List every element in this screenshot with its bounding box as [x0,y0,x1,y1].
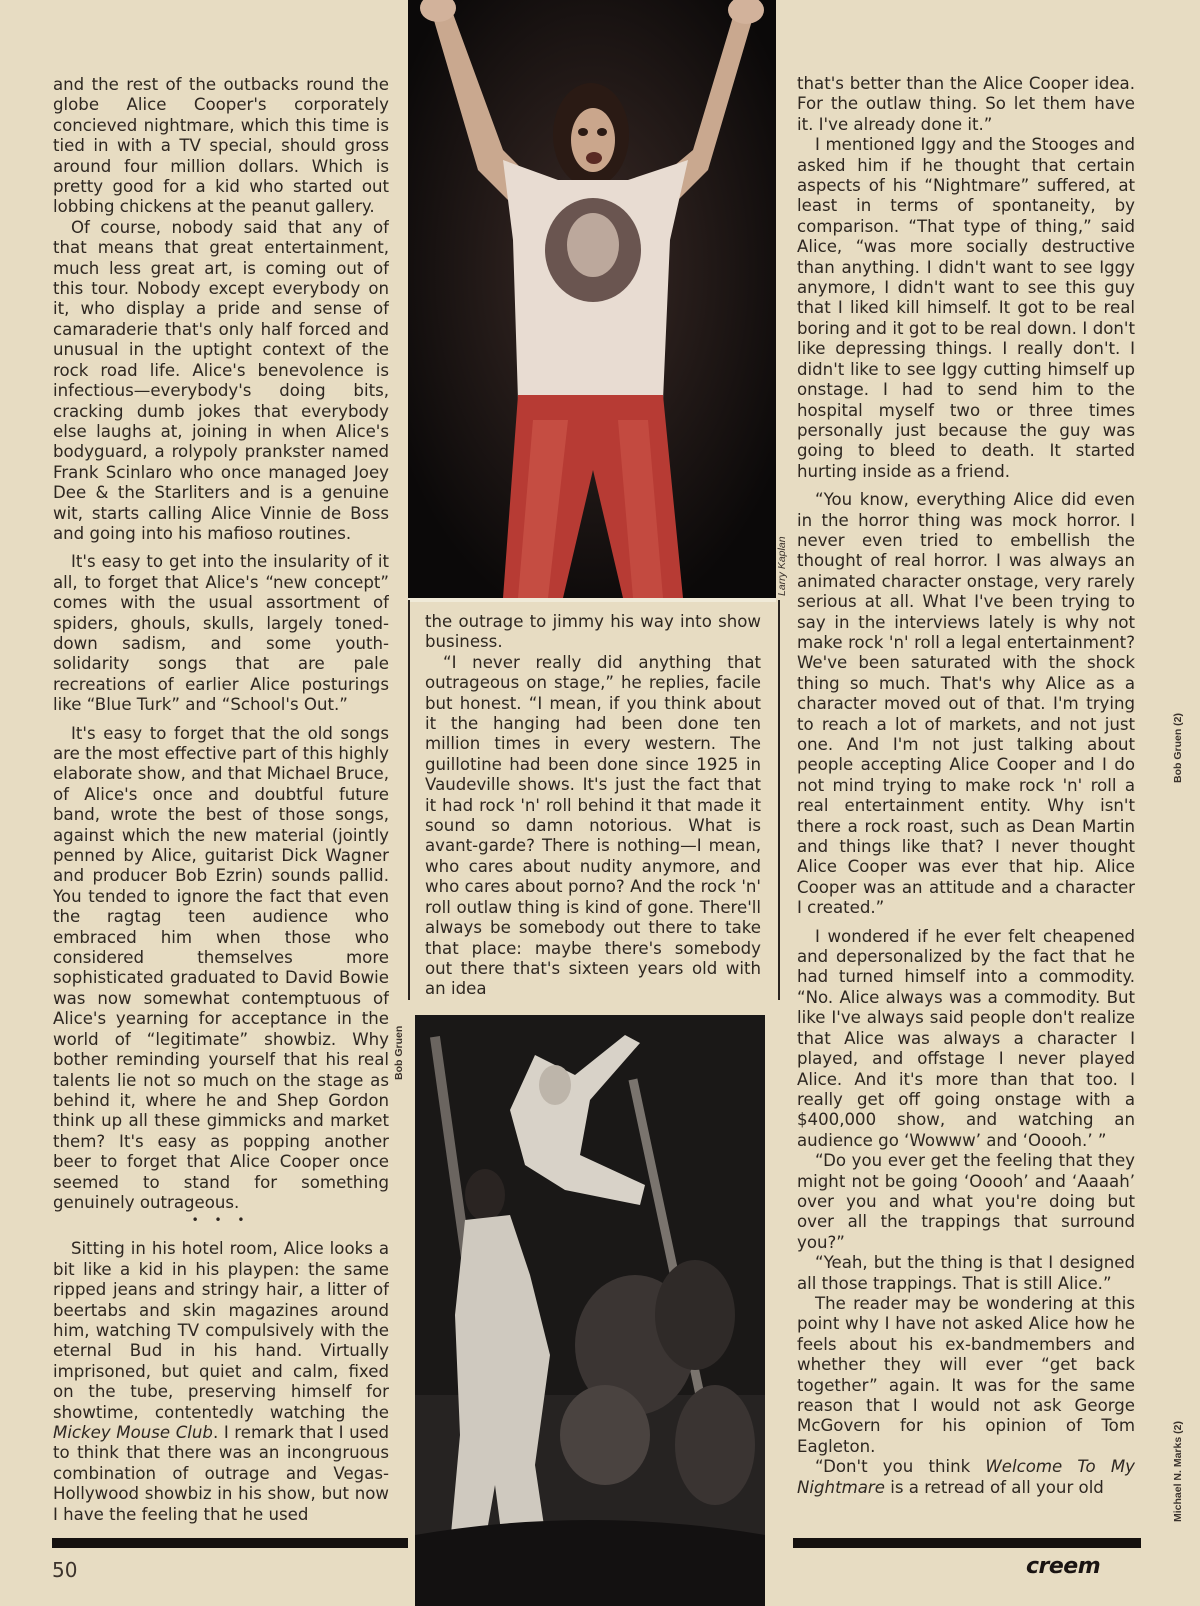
paragraph: “Yeah, but the thing is that I designed all those trappings. That is still Alice.” [797,1253,1135,1293]
paragraph: the outrage to jimmy his way into show business. [425,612,761,652]
column-divider [408,600,410,1000]
tv-show-title: Mickey Mouse Club [53,1423,213,1442]
magazine-logo: creem [1026,1554,1101,1579]
paragraph: I wondered if he ever felt cheapened and depersonalized by the fact that he had turned himself into a commodity. “No. Alice always was a commodity. But like I've always said people don't realize that Alice was always a character I played, and offstage I never played Alice. And it's more than that too. I really get off going onstage with a $400,000 show, and watching an audience go ‘Wowww’ and ‘Ooooh.’ ” [797,926,1135,1150]
section-separator: • • • [191,1213,251,1228]
paragraph: and the rest of the outbacks round the globe Alice Cooper's corporately concieved nightmare, which this time is tied in with a TV special, should gross around four million dollars. Which is pretty good for a kid who started out lobbing chickens at the peanut gallery. [53,75,389,217]
photo-credit-right-lower: Michael N. Marks (2) [1172,1421,1184,1522]
paragraph: I mentioned Iggy and the Stooges and asked him if he thought that certain aspects of his “Nightmare” suffered, at least in terms of spontaneity, by comparison. “That type of thing,” said Alice, “was more socially destructive than anything. I didn't want to see Iggy anymore, I didn't want to see this guy that I liked kill himself. It got to be real boring and it got to be real down. I don't like depressing things. I really don't. I didn't like to see Iggy cutting himself up onstage. I had to send him to the hospital myself two or three times personally just because the guy was going to bleed to death. It started hurting inside as a friend. [797,135,1135,481]
photo-stage-scene [415,1015,765,1606]
photo-performer-arms-raised [408,0,776,598]
paragraph: The reader may be wondering at this point why I have not asked Alice how he feels about his ex-bandmembers and whether they will ever “get back together” again. It was for the same reason that I would not ask George McGovern for his opinion of Tom Eagleton. [797,1293,1135,1456]
paragraph: It's easy to get into the insularity of it all, to forget that Alice's “new concept” comes with the usual assortment of spiders, ghouls, skulls, largely toned-down sadism, and some youth-solidarity songs that are pale recreations of earlier Alice posturings like “Blue Turk” and “School's Out.” [53,552,389,715]
paragraph: that's better than the Alice Cooper idea. For the outlaw thing. So let them have it. I've already done it.” [797,74,1135,134]
paragraph: “Do you ever get the feeling that they might not be going ‘Ooooh’ and ‘Aaaah’ over you and what you're doing but over all the trappings that surround you?” [797,1151,1135,1252]
photo-credit-right-upper: Bob Gruen (2) [1172,713,1184,783]
footer-rule-right [793,1538,1141,1548]
paragraph: Of course, nobody said that any of that means that great entertainment, much less great art, is coming out of this tour. Nobody except everybody on it, who display a pride and sense of camaraderie that's only half forced and unusual in the uptight context of the rock road life. Alice's benevolence is infectious—everybody's doing bits, cracking dumb jokes that everybody else laughs at, joining in when Alice's bodyguard, a rolypoly prankster named Frank Scinlaro who once managed Joey Dee & the Starliters and is a genuine wit, starts calling Alice Vinnie de Boss and going into his mafioso routines. [53,217,389,543]
photo-credit-bottom: Bob Gruen [393,1025,405,1080]
page-number: 50 [52,1558,78,1582]
concert-photo-arms-raised [408,0,776,602]
article-column-left [53,75,389,1525]
paragraph: “I never really did anything that outrageous on stage,” he replies, facile but honest. “I mean, if you think about it the hanging had been done ten million times in every western. The guillotine had been done since 1925 in Vaudeville shows. It's just the fact that it had rock 'n' roll behind it that made it sound so damn notorious. What is avant-garde? There is nothing—I mean, who cares about nudity anymore, and who cares about porno? And the rock 'n' roll outlaw thing is kind of gone. There'll always be somebody out there to take that place: maybe there's somebody out there that's sixteen years old with an idea [425,652,761,999]
paragraph: It's easy to forget that the old songs are the most effective part of this highly elaborate show, and that Michael Bruce, of Alice's once and doubtful future band, wrote the best of those songs, against which the new material (jointly penned by Alice, guitarist Dick Wagner and producer Bob Ezrin) sounds pallid. You tended to ignore the fact that even the ragtag teen audience who embraced him when those who considered themselves more sophisticated graduated to David Bowie was now somewhat contemptuous of Alice's yearning for acceptance in the world of “legitimate” showbiz. Why bother reminding yourself that his real talents lie not so much on the stage as behind it, where he and Shep Gordon think up all these gimmicks and market them? It's easy as popping another beer to forget that Alice Cooper once seemed to stand for something genuinely outrageous. [53,723,389,1212]
photo-credit-top: Larry Kaplan [776,536,788,596]
article-column-right [797,74,1135,1529]
paragraph: Sitting in his hotel room, Alice looks a bit like a kid in his playpen: the same ripped jeans and stringy hair, a litter of beertabs and skin magazines around him, watching TV compulsively with the eternal Bud in his hand. Virtually imprisoned, but quiet and calm, fixed on the tube, preserving himself for showtime, contentedly watching the Mickey Mouse Club. I remark that I used to think that there was an incongruous combination of outrage and Vegas-Hollywood showbiz in his show, but now I have the feeling that he used [53,1239,389,1524]
article-column-middle [425,612,761,1002]
paragraph: “Don't you think Welcome To My Nightmare is a retread of all your old [797,1457,1135,1497]
footer-rule-left [52,1538,408,1548]
column-divider [778,600,780,1000]
album-title: Welcome To My Nightmare [797,1457,1135,1497]
concert-photo-stage-scene [415,1015,765,1606]
paragraph: “You know, everything Alice did even in the horror thing was mock horror. I never even tried to embellish the thought of real horror. I was always an animated character onstage, very rarely serious at all. What I've been trying to say in the interviews lately is why not make rock 'n' roll a legal entertainment? We've been saturated with the shock thing so much. That's why Alice as a character moved out of that. I'm trying to reach a lot of markets, and not just one. And I'm not just talking about people accepting Alice Cooper and I do not mind trying to make rock 'n' roll a real entertainment entity. Why isn't there a rock roast, such as Dean Martin and things like that? I never thought Alice Cooper was ever that hip. Alice Cooper was an attitude and a character I created.” [797,490,1135,918]
